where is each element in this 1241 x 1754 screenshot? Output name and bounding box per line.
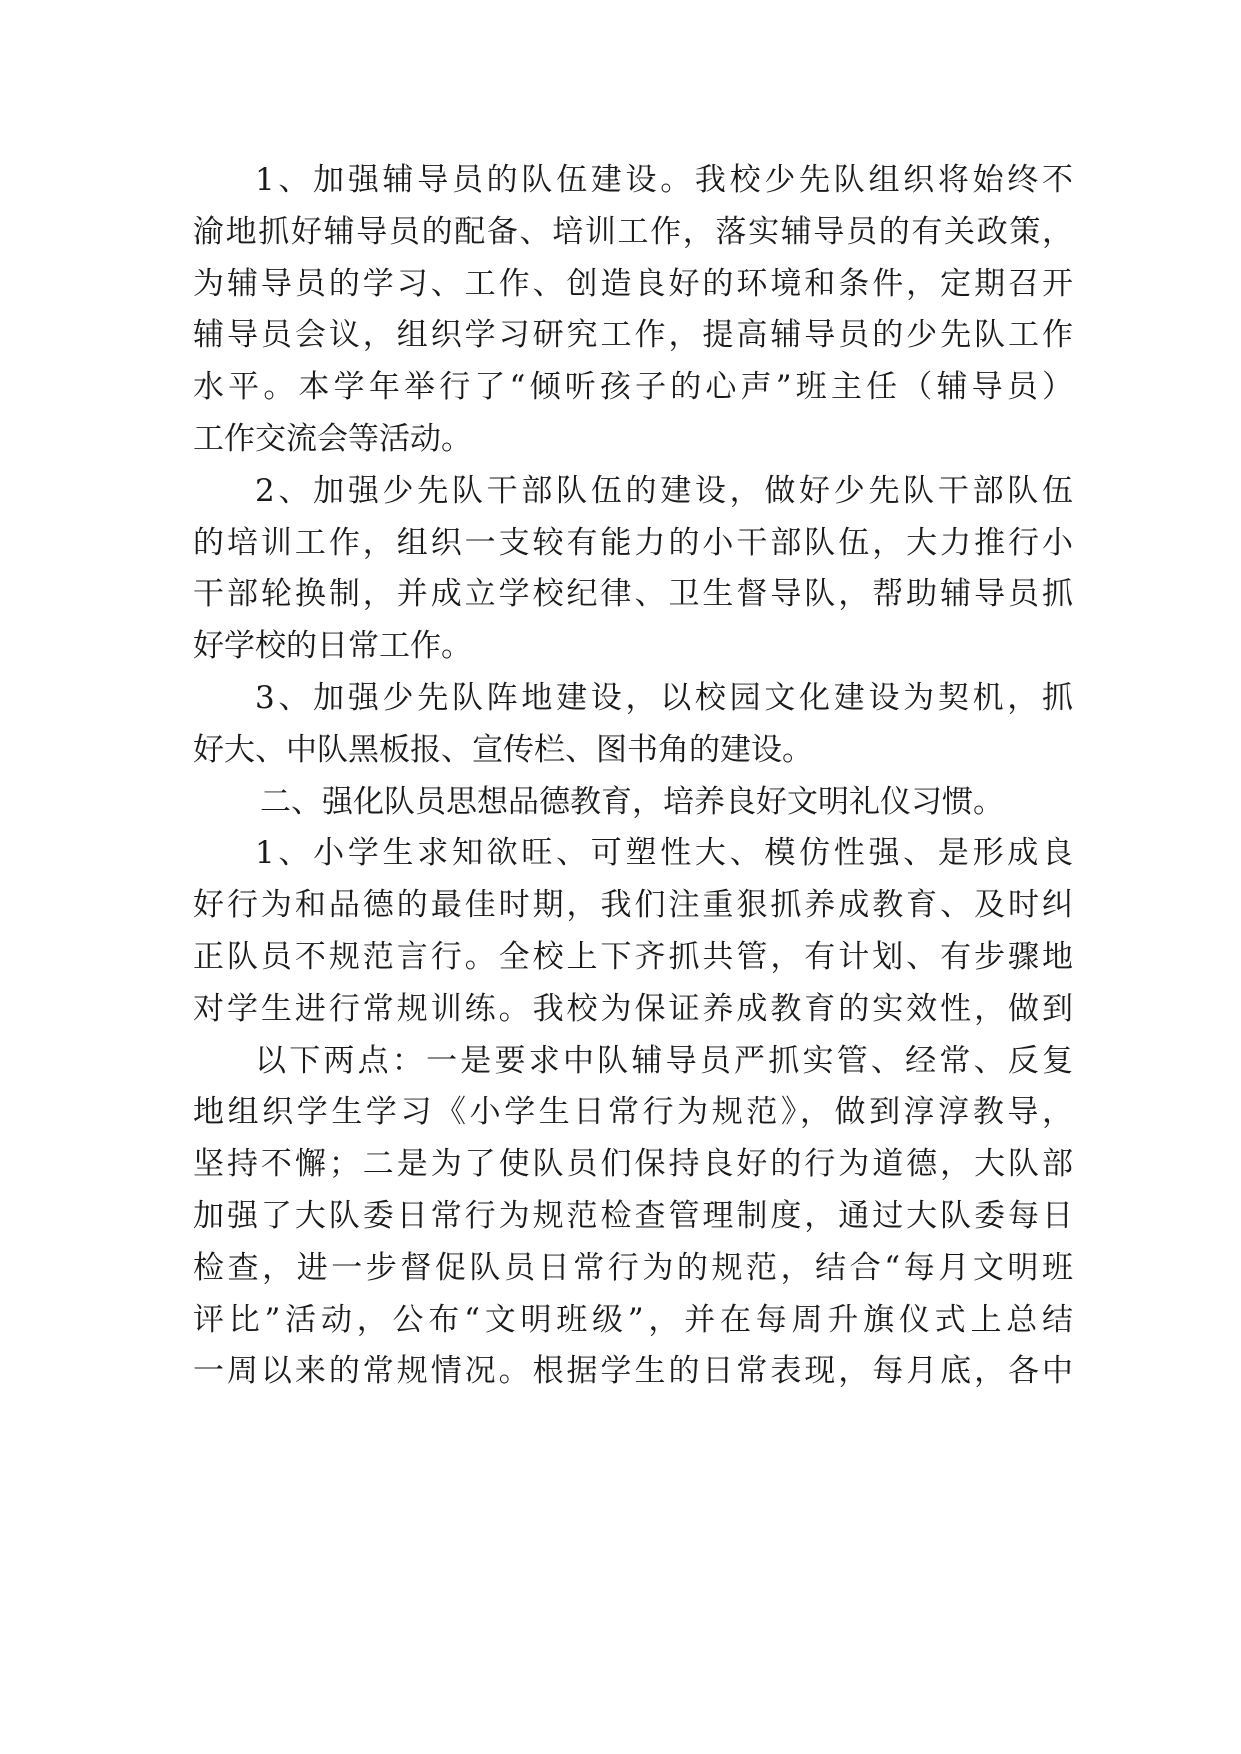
paragraph-5-line-3: 坚持不懈；二是为了使队员们保持良好的行为道德，大队部	[193, 1146, 1073, 1183]
paragraph-3-line-1: 3、加强少先队阵地建设，以校园文化建设为契机，抓	[255, 679, 1073, 716]
paragraph-4-line-2: 好行为和品德的最佳时期，我们注重狠抓养成教育、及时纠	[193, 887, 1073, 924]
paragraph-4-line-1: 1、小学生求知欲旺、可塑性大、模仿性强、是形成良	[255, 835, 1073, 872]
paragraph-2-line-4: 好学校的日常工作。	[193, 628, 472, 665]
paragraph-1-line-4: 辅导员会议，组织学习研究工作，提高辅导员的少先队工作	[193, 317, 1073, 354]
paragraph-2-line-2: 的培训工作，组织一支较有能力的小干部队伍，大力推行小	[193, 524, 1073, 561]
paragraph-5-line-7: 一周以来的常规情况。根据学生的日常表现，每月底，各中	[193, 1353, 1073, 1390]
paragraph-2-line-1: 2、加强少先队干部队伍的建设，做好少先队干部队伍	[255, 472, 1073, 509]
paragraph-4-line-4: 对学生进行常规训练。我校为保证养成教育的实效性，做到	[193, 990, 1073, 1027]
paragraph-2-line-3: 干部轮换制，并成立学校纪律、卫生督导队，帮助辅导员抓	[193, 576, 1073, 613]
paragraph-1-line-2: 渝地抓好辅导员的配备、培训工作，落实辅导员的有关政策，	[193, 213, 1073, 250]
paragraph-5-line-1: 以下两点：一是要求中队辅导员严抓实管、经常、反复	[255, 1042, 1073, 1079]
body-text	[193, 155, 1073, 1398]
paragraph-4-line-3: 正队员不规范言行。全校上下齐抓共管，有计划、有步骤地	[193, 938, 1073, 975]
paragraph-1-line-5: 水平。本学年举行了“倾听孩子的心声”班主任（辅导员）	[193, 369, 1073, 406]
paragraph-3-line-2: 好大、中队黑板报、宣传栏、图书角的建设。	[193, 731, 813, 768]
paragraph-5-line-5: 检查，进一步督促队员日常行为的规范，结合“每月文明班	[193, 1249, 1073, 1286]
paragraph-1-line-3: 为辅导员的学习、工作、创造良好的环境和条件，定期召开	[193, 265, 1073, 302]
paragraph-5-line-6: 评比”活动，公布“文明班级”，并在每周升旗仪式上总结	[193, 1301, 1073, 1338]
paragraph-5-line-4: 加强了大队委日常行为规范检查管理制度，通过大队委每日	[193, 1197, 1073, 1234]
section-heading: 二、强化队员思想品德教育，培养良好文明礼仪习惯。	[260, 783, 1004, 820]
paragraph-1-line-1: 1、加强辅导员的队伍建设。我校少先队组织将始终不	[255, 162, 1073, 198]
paragraph-5-line-2: 地组织学生学习《小学生日常行为规范》，做到淳淳教导，	[193, 1094, 1073, 1131]
paragraph-1-line-6: 工作交流会等活动。	[193, 420, 472, 457]
